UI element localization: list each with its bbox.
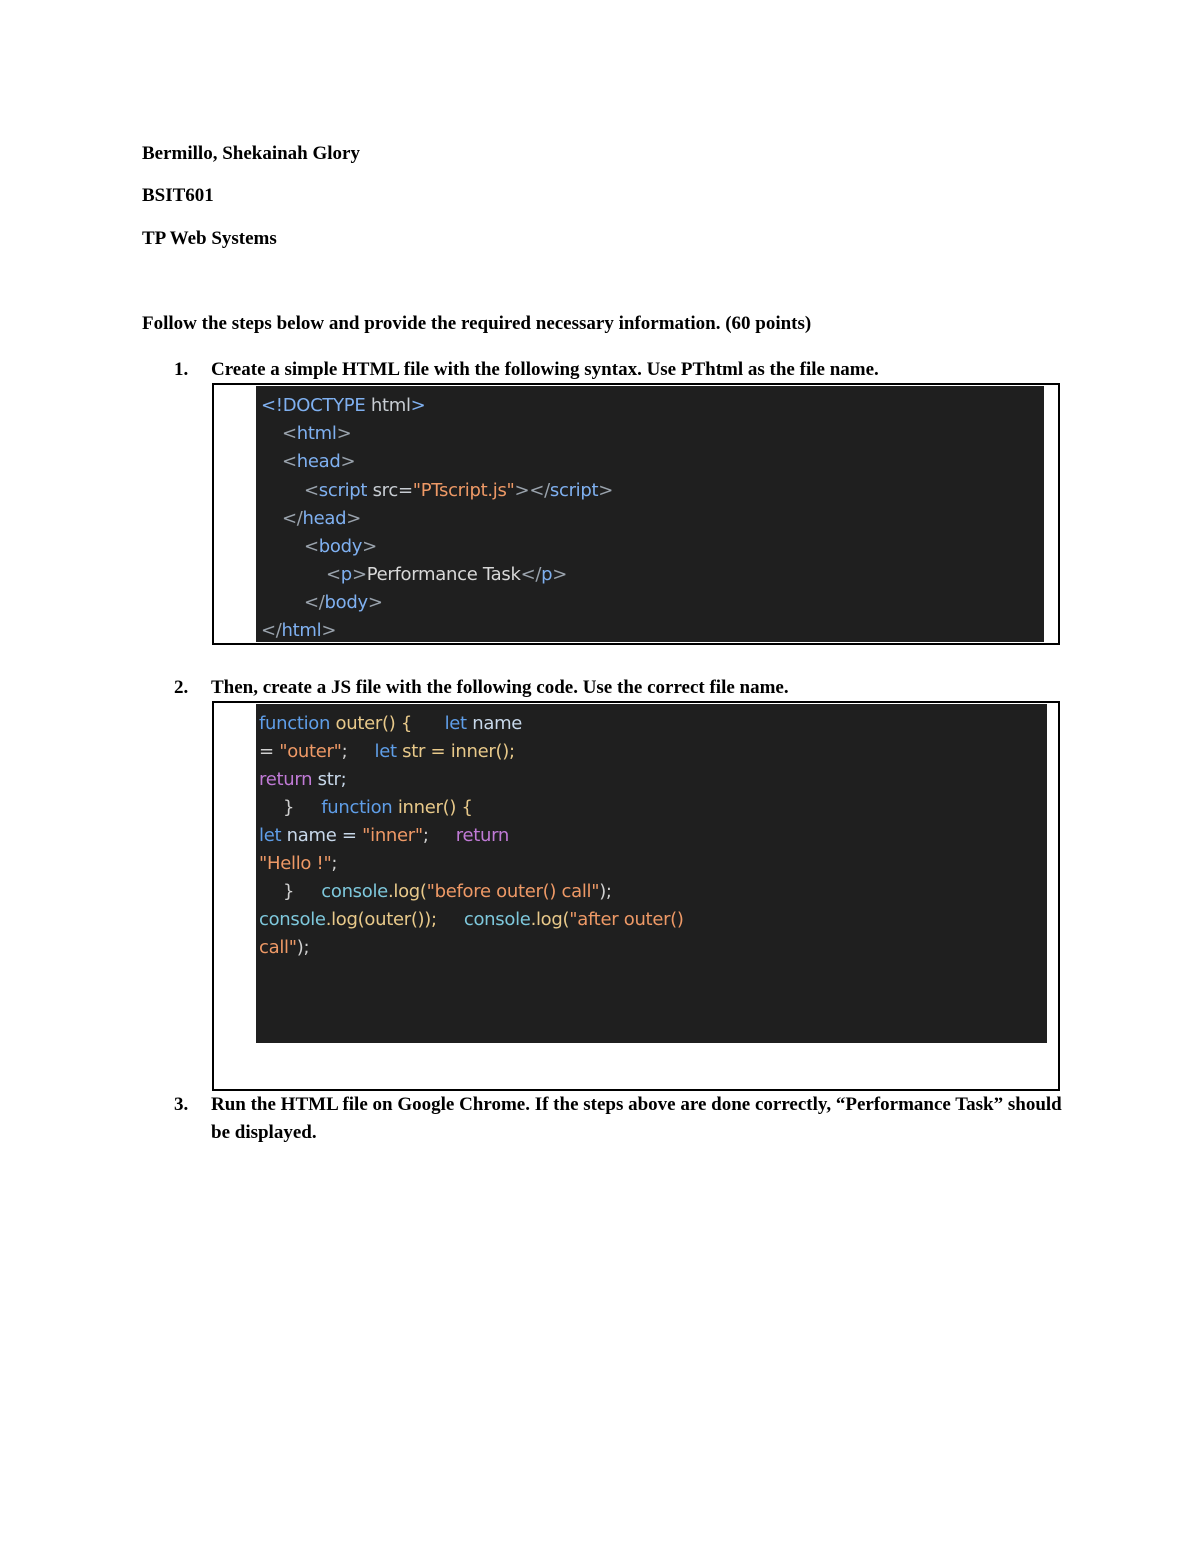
code-line: <p>Performance Task</p>	[326, 564, 568, 585]
code-line: <!DOCTYPE html>	[261, 395, 426, 416]
code-line: function outer() { let name	[259, 713, 523, 734]
step-text: Then, create a JS file with the following code. Use the correct file name.	[211, 677, 789, 698]
code-line: let name = "inner"; return	[259, 825, 510, 846]
code-line: </body>	[304, 592, 383, 613]
code-line: <body>	[304, 536, 377, 557]
code-line: = "outer"; let str = inner();	[259, 741, 515, 762]
html-code-block	[256, 386, 1044, 642]
code-line: console.log(outer()); console.log("after outer()	[259, 909, 684, 930]
step-number: 1.	[174, 359, 189, 380]
step-text: Run the HTML file on Google Chrome. If the steps above are done correctly, “Performance Task” should be displayed.	[211, 1094, 1062, 1143]
student-name: Bermillo, Shekainah Glory	[142, 143, 360, 164]
step-number: 2.	[174, 677, 189, 698]
section-code: BSIT601	[142, 185, 214, 206]
js-code-block	[256, 704, 1047, 1043]
code-line: <html>	[282, 423, 352, 444]
code-line: </head>	[282, 508, 362, 529]
code-line: call");	[259, 937, 310, 958]
code-line: "Hello !";	[259, 853, 338, 874]
step-number: 3.	[174, 1094, 189, 1115]
code-line: <script src="PTscript.js"></script>	[304, 480, 614, 501]
code-line: return str;	[259, 769, 347, 790]
subject-title: TP Web Systems	[142, 228, 277, 249]
instructions: Follow the steps below and provide the required necessary information. (60 points)	[142, 313, 812, 334]
code-line: } function inner() {	[283, 797, 473, 818]
step-text: Create a simple HTML file with the following syntax. Use PThtml as the file name.	[211, 359, 879, 380]
html-code-frame	[212, 383, 1060, 645]
js-code-frame	[212, 701, 1060, 1091]
code-line: </html>	[261, 620, 337, 641]
code-line: <head>	[282, 451, 356, 472]
code-line: } console.log("before outer() call");	[283, 881, 612, 902]
